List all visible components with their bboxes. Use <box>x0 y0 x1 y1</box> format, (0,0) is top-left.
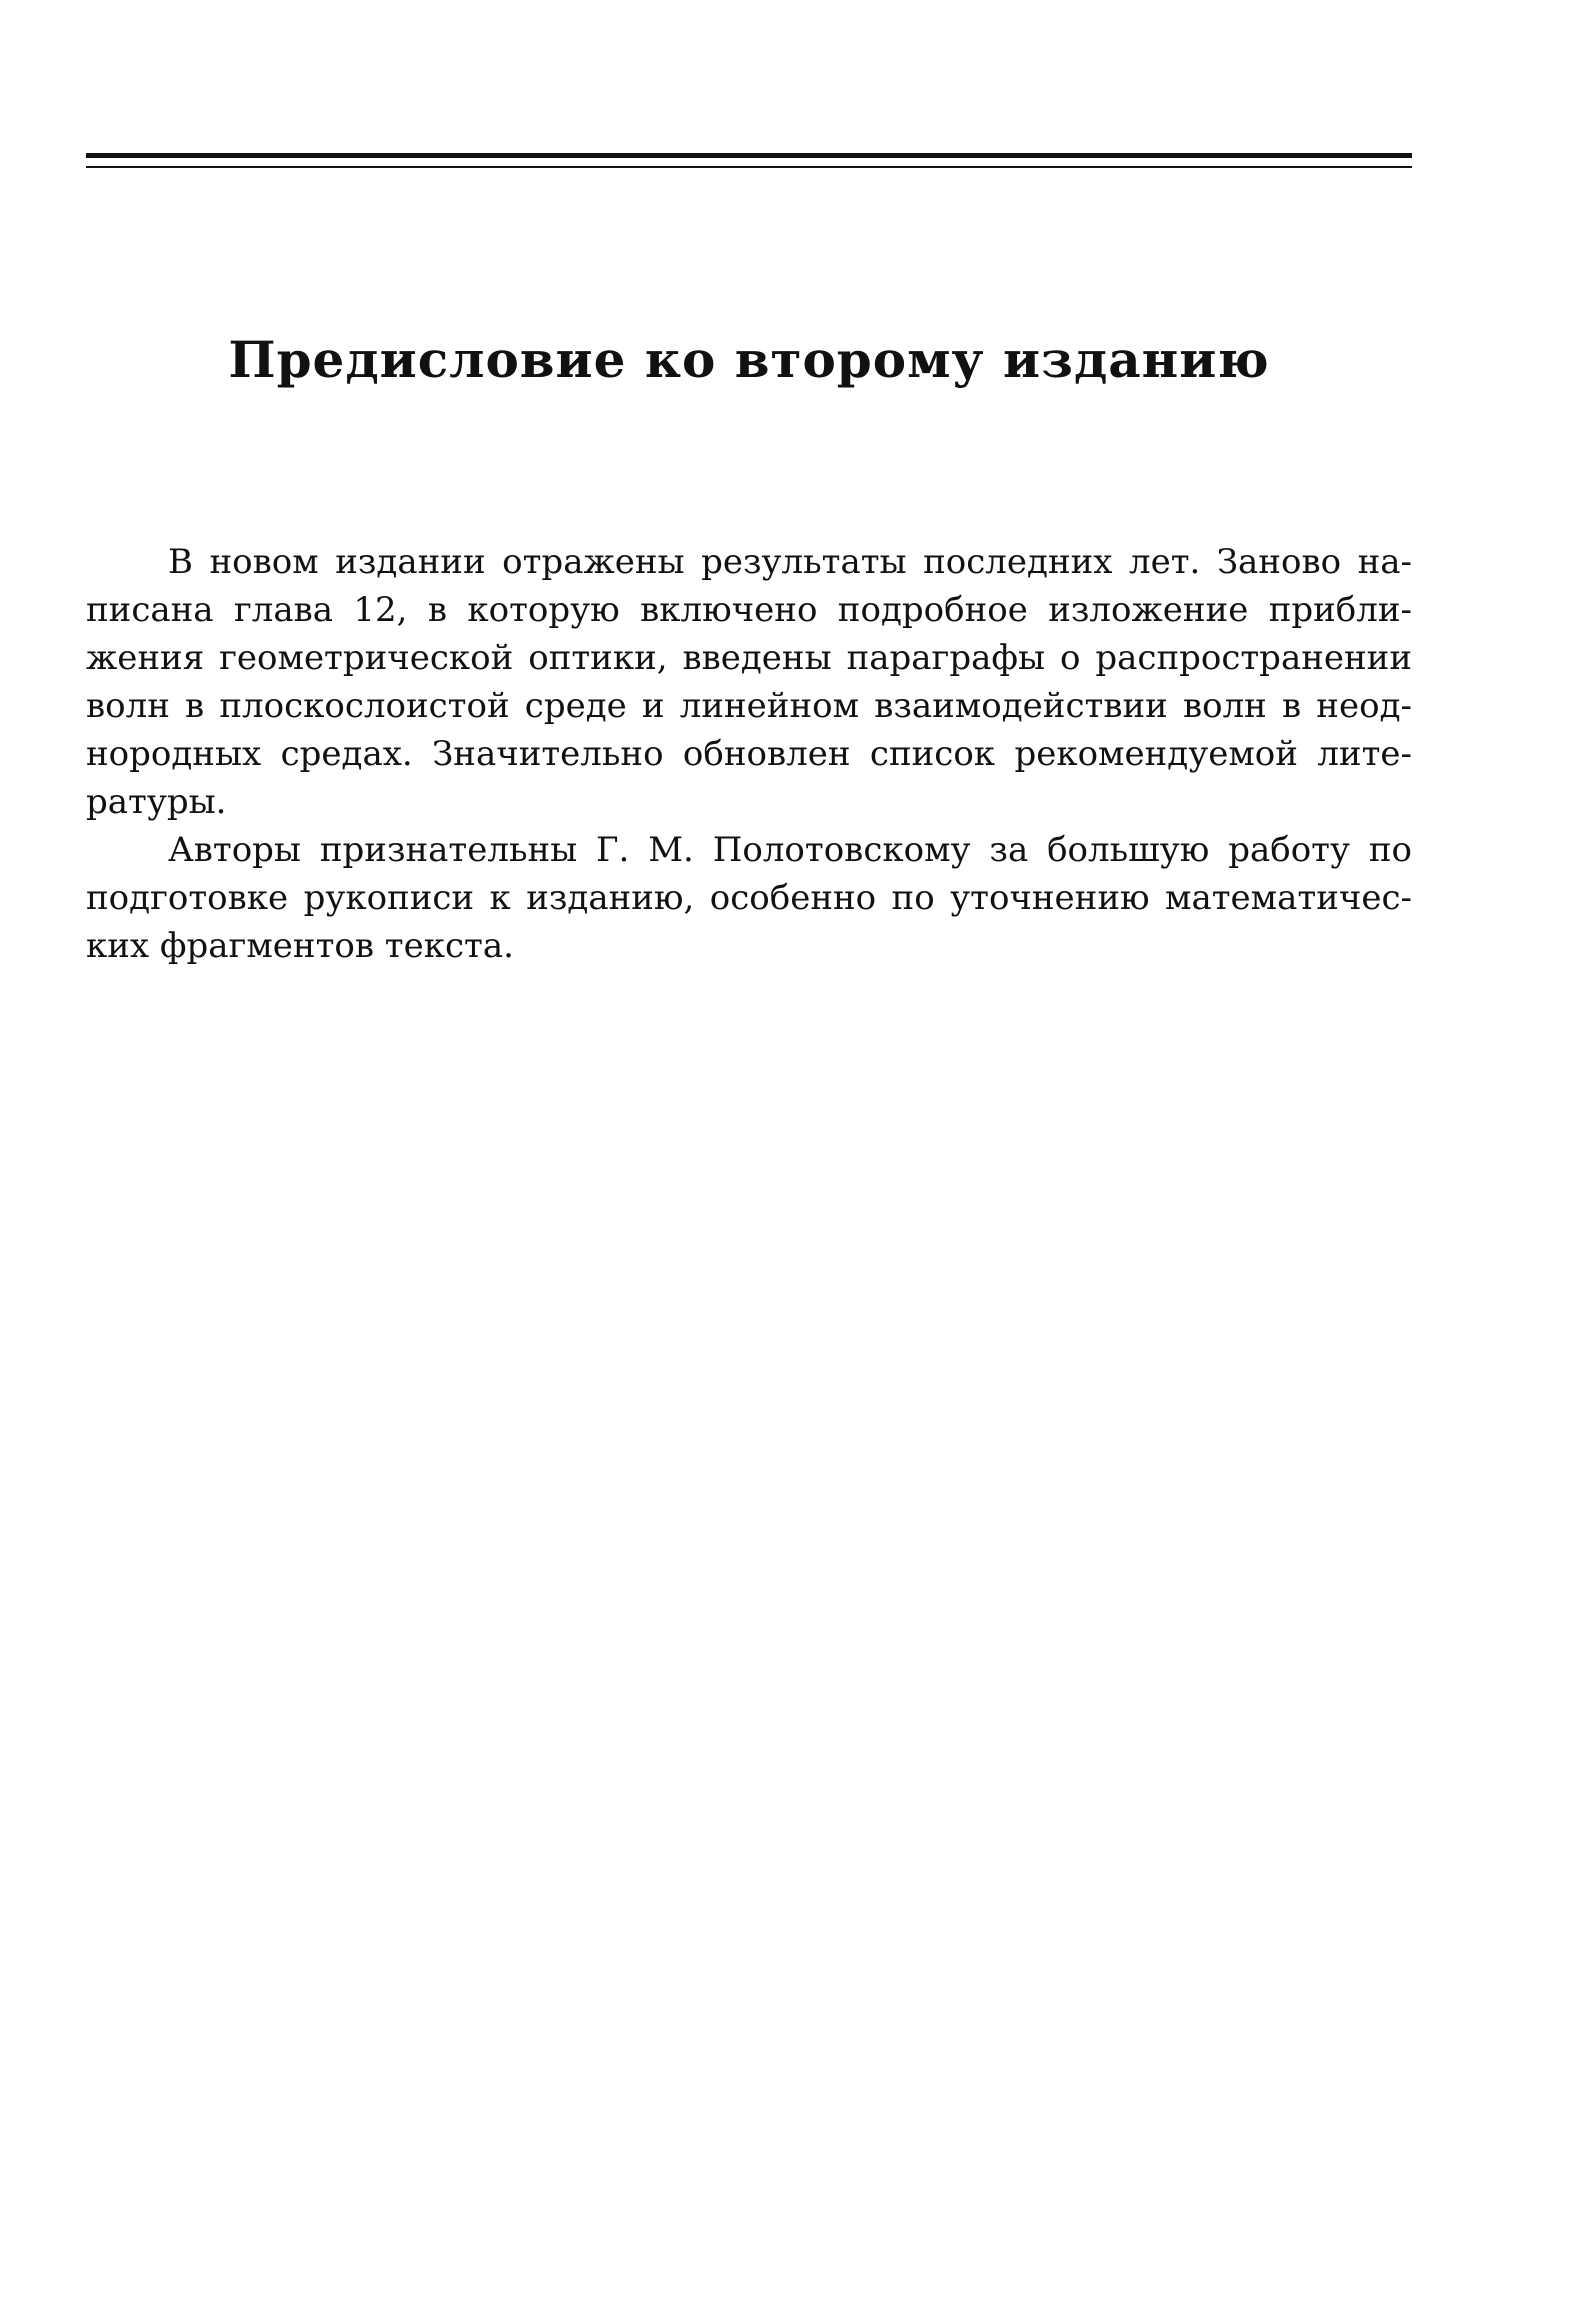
text-line: жения геометрической оптики, введены параграфы о распространении <box>86 638 1412 678</box>
paragraph-new-edition <box>86 538 1412 826</box>
page-title: Предисловие ко второму изданию <box>228 330 1270 389</box>
text-line: нородных средах. Значительно обновлен список рекомендуемой лите- <box>86 734 1412 774</box>
text-line: подготовке рукописи к изданию, особенно по уточнению математичес- <box>86 878 1412 918</box>
paragraph-acknowledgements <box>86 826 1412 970</box>
text-line: В новом издании отражены результаты последних лет. Заново на- <box>168 542 1412 582</box>
text-line: ких фрагментов текста. <box>86 926 514 966</box>
text-line: ратуры. <box>86 782 227 822</box>
header-rule-thin <box>86 166 1412 168</box>
text-line: волн в плоскослоистой среде и линейном взаимодействии волн в неод- <box>86 686 1412 726</box>
body-text <box>86 538 1412 970</box>
text-line: Авторы признательны Г. М. Полотовскому за большую работу по <box>168 830 1412 870</box>
header-rule-thick <box>86 153 1412 158</box>
text-line: писана глава 12, в которую включено подробное изложение прибли- <box>86 590 1412 630</box>
